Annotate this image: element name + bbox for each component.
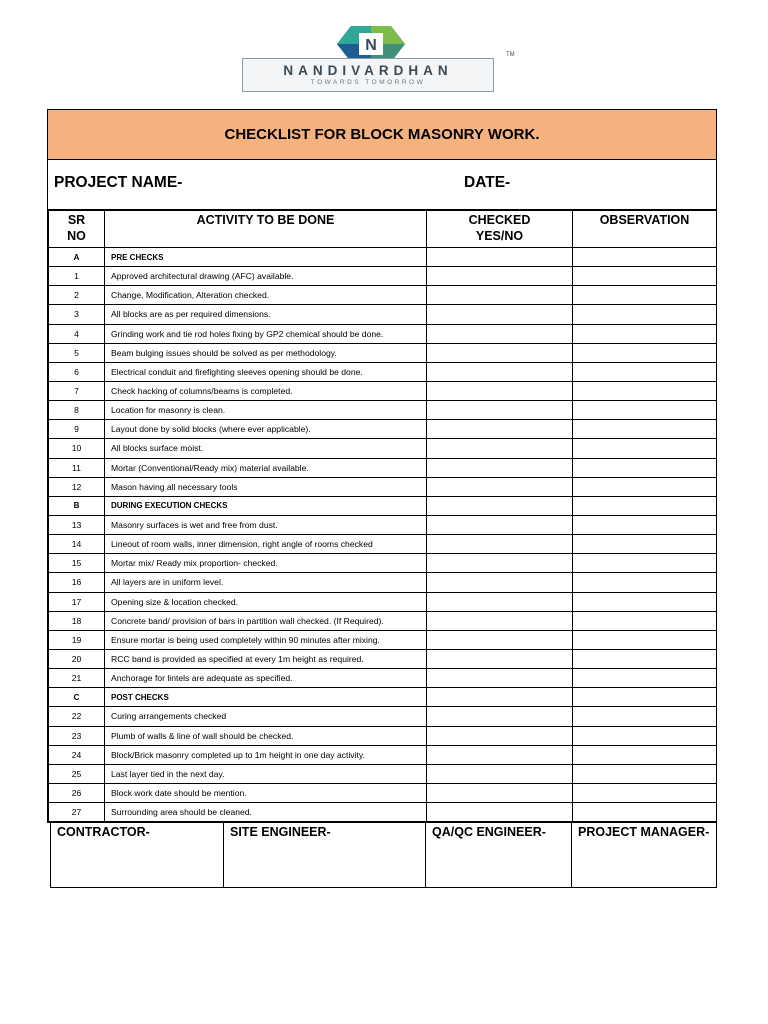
row-sr-number: 19 xyxy=(49,630,105,649)
logo-tagline: TOWARDS TOMORROW xyxy=(310,79,426,86)
row-activity: Block work date should be mention. xyxy=(105,783,427,802)
row-observation-cell[interactable] xyxy=(573,707,717,726)
checklist-sheet xyxy=(47,109,717,823)
row-activity: Surrounding area should be cleaned. xyxy=(105,803,427,822)
checklist-table xyxy=(48,210,717,822)
row-activity: Opening size & location checked. xyxy=(105,592,427,611)
row-sr-number: 21 xyxy=(49,669,105,688)
row-activity: All blocks are as per required dimensions. xyxy=(105,305,427,324)
row-sr-number: 4 xyxy=(49,324,105,343)
row-checked-cell[interactable] xyxy=(427,745,573,764)
row-activity: Layout done by solid blocks (where ever applicable). xyxy=(105,420,427,439)
row-checked-cell[interactable] xyxy=(427,764,573,783)
row-observation-cell[interactable] xyxy=(573,305,717,324)
row-sr-number: 13 xyxy=(49,515,105,534)
logo-wordmark xyxy=(242,58,494,92)
logo-brand-text: NANDIVARDHAN xyxy=(283,63,453,78)
row-sr-number: 5 xyxy=(49,343,105,362)
row-activity: Masonry surfaces is wet and free from dust. xyxy=(105,515,427,534)
row-checked-cell[interactable] xyxy=(427,535,573,554)
row-sr-number: 8 xyxy=(49,401,105,420)
row-sr-number: 7 xyxy=(49,381,105,400)
date-label: DATE- xyxy=(464,174,511,191)
row-checked-cell[interactable] xyxy=(427,324,573,343)
row-observation-cell[interactable] xyxy=(573,420,717,439)
row-observation-cell[interactable] xyxy=(573,592,717,611)
row-activity: Ensure mortar is being used completely within 90 minutes after mixing. xyxy=(105,630,427,649)
row-checked-cell[interactable] xyxy=(427,343,573,362)
row-checked-cell[interactable] xyxy=(427,554,573,573)
table-row xyxy=(49,745,717,764)
row-observation-cell[interactable] xyxy=(573,515,717,534)
row-activity: DURING EXECUTION CHECKS xyxy=(105,496,427,515)
row-observation-cell[interactable] xyxy=(573,649,717,668)
row-observation-cell[interactable] xyxy=(573,764,717,783)
table-row xyxy=(49,726,717,745)
row-sr-number: 2 xyxy=(49,286,105,305)
row-checked-cell[interactable] xyxy=(427,439,573,458)
signature-qaqc-engineer: QA/QC ENGINEER- xyxy=(426,822,572,887)
row-activity: Mortar (Conventional/Ready mix) material available. xyxy=(105,458,427,477)
row-observation-cell[interactable] xyxy=(573,477,717,496)
signature-contractor: CONTRACTOR- xyxy=(51,822,224,887)
company-logo xyxy=(180,18,586,110)
col-header-checked: CHECKED YES/NO xyxy=(427,211,573,248)
row-observation-cell[interactable] xyxy=(573,286,717,305)
table-row xyxy=(49,343,717,362)
signature-row xyxy=(50,821,717,888)
row-checked-cell[interactable] xyxy=(427,248,573,267)
row-checked-cell[interactable] xyxy=(427,267,573,286)
table-row xyxy=(49,611,717,630)
row-observation-cell[interactable] xyxy=(573,611,717,630)
logo-trademark: TM xyxy=(506,52,515,58)
section-row xyxy=(49,688,717,707)
row-sr-number: 22 xyxy=(49,707,105,726)
row-checked-cell[interactable] xyxy=(427,401,573,420)
row-observation-cell[interactable] xyxy=(573,401,717,420)
row-sr-number: 17 xyxy=(49,592,105,611)
row-observation-cell[interactable] xyxy=(573,535,717,554)
row-sr-number: 20 xyxy=(49,649,105,668)
row-checked-cell[interactable] xyxy=(427,726,573,745)
row-observation-cell[interactable] xyxy=(573,669,717,688)
row-activity: Anchorage for lintels are adequate as specified. xyxy=(105,669,427,688)
row-checked-cell[interactable] xyxy=(427,592,573,611)
row-observation-cell[interactable] xyxy=(573,458,717,477)
row-sr-number: 3 xyxy=(49,305,105,324)
row-checked-cell[interactable] xyxy=(427,630,573,649)
row-checked-cell[interactable] xyxy=(427,803,573,822)
table-row xyxy=(49,381,717,400)
row-checked-cell[interactable] xyxy=(427,305,573,324)
row-activity: Curing arrangements checked xyxy=(105,707,427,726)
table-row xyxy=(49,477,717,496)
project-name-label: PROJECT NAME- xyxy=(54,174,183,191)
row-checked-cell[interactable] xyxy=(427,458,573,477)
table-row xyxy=(49,324,717,343)
row-activity: Approved architectural drawing (AFC) available. xyxy=(105,267,427,286)
row-checked-cell[interactable] xyxy=(427,573,573,592)
row-observation-cell[interactable] xyxy=(573,267,717,286)
row-activity: Mason having all necessary tools xyxy=(105,477,427,496)
row-checked-cell[interactable] xyxy=(427,477,573,496)
row-activity: Electrical conduit and firefighting sleeves opening should be done. xyxy=(105,362,427,381)
row-sr-number: 10 xyxy=(49,439,105,458)
row-activity: All blocks surface moist. xyxy=(105,439,427,458)
table-row xyxy=(49,535,717,554)
table-row xyxy=(49,515,717,534)
table-row xyxy=(49,803,717,822)
row-observation-cell[interactable] xyxy=(573,248,717,267)
row-sr-number: 6 xyxy=(49,362,105,381)
row-observation-cell[interactable] xyxy=(573,343,717,362)
row-checked-cell[interactable] xyxy=(427,515,573,534)
table-row xyxy=(49,630,717,649)
row-activity: Plumb of walls & line of wall should be checked. xyxy=(105,726,427,745)
row-activity: Check hacking of columns/beams is completed. xyxy=(105,381,427,400)
row-checked-cell[interactable] xyxy=(427,420,573,439)
row-sr-number: 25 xyxy=(49,764,105,783)
checklist-title: CHECKLIST FOR BLOCK MASONRY WORK. xyxy=(48,110,716,160)
row-sr-number: 26 xyxy=(49,783,105,802)
row-sr-number: 18 xyxy=(49,611,105,630)
row-sr-number: A xyxy=(49,248,105,267)
row-activity: Beam bulging issues should be solved as per methodology. xyxy=(105,343,427,362)
row-observation-cell[interactable] xyxy=(573,324,717,343)
row-activity: Grinding work and tie rod holes fixing by GP2 chemical should be done. xyxy=(105,324,427,343)
col-header-activity: ACTIVITY TO BE DONE xyxy=(105,211,427,248)
table-row xyxy=(49,554,717,573)
table-row xyxy=(49,420,717,439)
row-observation-cell[interactable] xyxy=(573,381,717,400)
row-checked-cell[interactable] xyxy=(427,783,573,802)
row-activity: Location for masonry is clean. xyxy=(105,401,427,420)
table-row xyxy=(49,669,717,688)
row-checked-cell[interactable] xyxy=(427,669,573,688)
row-sr-number: C xyxy=(49,688,105,707)
row-checked-cell[interactable] xyxy=(427,362,573,381)
row-observation-cell[interactable] xyxy=(573,726,717,745)
row-observation-cell[interactable] xyxy=(573,573,717,592)
table-row xyxy=(49,401,717,420)
row-sr-number: 14 xyxy=(49,535,105,554)
section-row xyxy=(49,248,717,267)
row-activity: Lineout of room walls, inner dimension, right angle of rooms checked xyxy=(105,535,427,554)
signature-project-manager: PROJECT MANAGER- xyxy=(578,825,710,839)
row-observation-cell[interactable] xyxy=(573,439,717,458)
table-header-row xyxy=(49,211,717,248)
project-info-row xyxy=(48,160,716,210)
row-checked-cell[interactable] xyxy=(427,286,573,305)
table-row xyxy=(49,305,717,324)
row-activity: Block/Brick masonry completed up to 1m height in one day activity. xyxy=(105,745,427,764)
row-activity: RCC band is provided as specified at every 1m height as required. xyxy=(105,649,427,668)
table-row xyxy=(49,362,717,381)
row-activity: Mortar mix/ Ready mix proportion- checked. xyxy=(105,554,427,573)
row-sr-number: 12 xyxy=(49,477,105,496)
table-row xyxy=(49,649,717,668)
row-checked-cell[interactable] xyxy=(427,496,573,515)
table-row xyxy=(49,439,717,458)
row-observation-cell[interactable] xyxy=(573,688,717,707)
row-observation-cell[interactable] xyxy=(573,745,717,764)
table-row xyxy=(49,592,717,611)
section-row xyxy=(49,496,717,515)
checklist-body xyxy=(49,248,717,822)
table-row xyxy=(49,783,717,802)
table-row xyxy=(49,764,717,783)
signature-site-engineer: SITE ENGINEER- xyxy=(224,822,426,887)
table-row xyxy=(49,267,717,286)
row-observation-cell[interactable] xyxy=(573,803,717,822)
row-activity: Last layer tied in the next day. xyxy=(105,764,427,783)
row-activity: POST CHECKS xyxy=(105,688,427,707)
row-activity: Concrete band/ provision of bars in partition wall checked. (If Required). xyxy=(105,611,427,630)
row-checked-cell[interactable] xyxy=(427,381,573,400)
row-activity: All layers are in uniform level. xyxy=(105,573,427,592)
row-checked-cell[interactable] xyxy=(427,688,573,707)
row-activity: Change, Modification, Alteration checked. xyxy=(105,286,427,305)
row-observation-cell[interactable] xyxy=(573,554,717,573)
col-header-sr: SR NO xyxy=(49,211,105,248)
row-sr-number: 11 xyxy=(49,458,105,477)
row-observation-cell[interactable] xyxy=(573,496,717,515)
row-checked-cell[interactable] xyxy=(427,707,573,726)
table-row xyxy=(49,458,717,477)
col-header-observation: OBSERVATION xyxy=(573,211,717,248)
row-sr-number: 1 xyxy=(49,267,105,286)
table-row xyxy=(49,573,717,592)
row-checked-cell[interactable] xyxy=(427,649,573,668)
row-sr-number: B xyxy=(49,496,105,515)
row-observation-cell[interactable] xyxy=(573,630,717,649)
row-sr-number: 15 xyxy=(49,554,105,573)
row-sr-number: 16 xyxy=(49,573,105,592)
row-activity: PRE CHECKS xyxy=(105,248,427,267)
row-sr-number: 27 xyxy=(49,803,105,822)
row-sr-number: 24 xyxy=(49,745,105,764)
row-checked-cell[interactable] xyxy=(427,611,573,630)
row-sr-number: 23 xyxy=(49,726,105,745)
row-observation-cell[interactable] xyxy=(573,362,717,381)
row-sr-number: 9 xyxy=(49,420,105,439)
table-row xyxy=(49,707,717,726)
svg-text:N: N xyxy=(365,37,377,54)
table-row xyxy=(49,286,717,305)
row-observation-cell[interactable] xyxy=(573,783,717,802)
